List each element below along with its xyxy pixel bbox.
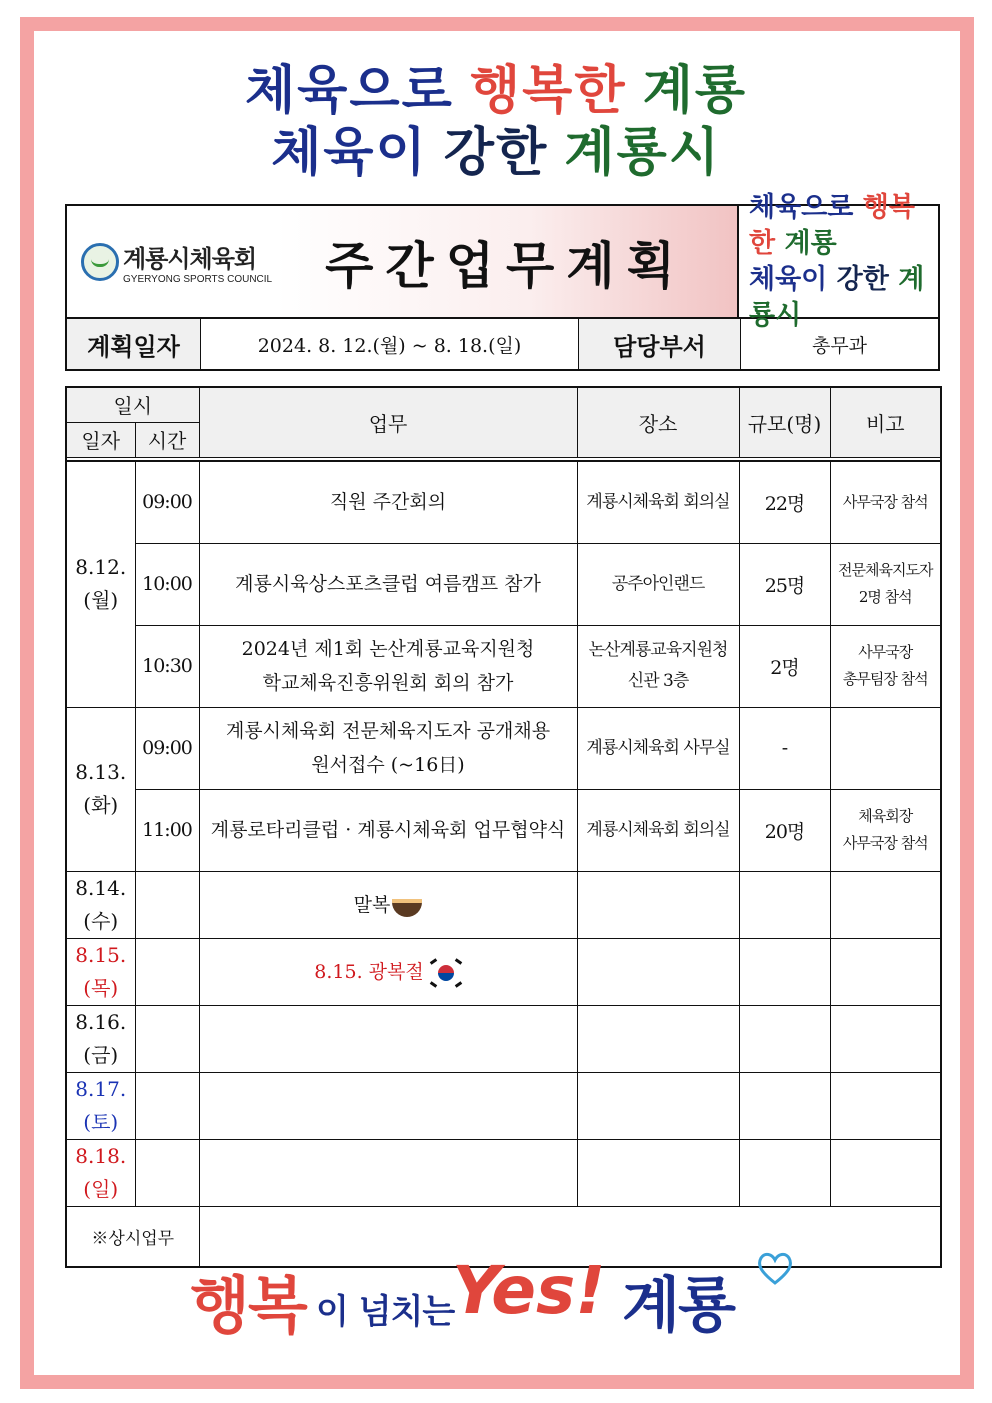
date-text: 8.15. bbox=[75, 942, 127, 967]
note-cell bbox=[830, 461, 941, 543]
time-cell bbox=[135, 1072, 199, 1139]
dept-label: 담당부서 bbox=[579, 319, 741, 369]
header-slogan-word: 계룡시 bbox=[749, 263, 925, 331]
header-slogan-word: 강한 bbox=[836, 263, 889, 295]
task-cell-line: 계룡시육상스포츠클럽 여름캠프 참가 bbox=[235, 573, 541, 595]
plan-info-row bbox=[65, 319, 940, 371]
note-cell bbox=[830, 871, 941, 938]
plan-table-body bbox=[66, 461, 941, 1206]
header-datetime: 일시 bbox=[66, 387, 199, 422]
bottom-slogan-part: 이 넘치는 bbox=[316, 1292, 455, 1332]
note-cell bbox=[830, 789, 941, 871]
task-cell-line: 계룡시체육회 전문체육지도자 공개채용 bbox=[225, 720, 551, 742]
header-slogan-word: 행복한 bbox=[749, 191, 915, 259]
table-row bbox=[66, 625, 941, 707]
place-cell-line: 계룡시체육회 회의실 bbox=[586, 491, 730, 512]
task-cell bbox=[199, 707, 577, 789]
note-cell-line: 전문체육지도자 bbox=[838, 561, 933, 579]
note-cell bbox=[830, 625, 941, 707]
task-cell bbox=[199, 461, 577, 543]
logo-korean-name: 계룡시체육회 bbox=[123, 244, 257, 273]
korean-flag-icon bbox=[430, 958, 462, 988]
weekly-plan-table bbox=[65, 386, 942, 1268]
task-cell bbox=[199, 1072, 577, 1139]
task-cell bbox=[199, 789, 577, 871]
task-cell-line: 말복 bbox=[353, 893, 391, 916]
slogan-word: 계룡시 bbox=[564, 123, 721, 183]
date-cell bbox=[66, 938, 135, 1005]
header-note: 비고 bbox=[830, 387, 941, 457]
header-place: 장소 bbox=[577, 387, 739, 457]
note-cell bbox=[830, 938, 941, 1005]
header-scale: 규모(명) bbox=[739, 387, 830, 457]
date-text: 8.17. bbox=[75, 1076, 127, 1101]
place-cell bbox=[577, 871, 739, 938]
header-time: 시간 bbox=[135, 422, 199, 457]
task-cell bbox=[199, 543, 577, 625]
note-cell bbox=[830, 707, 941, 789]
time-cell bbox=[135, 1139, 199, 1206]
note-cell bbox=[830, 543, 941, 625]
day-of-week-text: (월) bbox=[83, 588, 119, 613]
count-cell bbox=[739, 1139, 830, 1206]
date-cell bbox=[66, 1005, 135, 1072]
place-cell bbox=[577, 707, 739, 789]
task-cell-line: 계룡로타리클럽 · 계룡시체육회 업무협약식 bbox=[210, 819, 566, 841]
place-cell bbox=[577, 789, 739, 871]
count-cell: 22명 bbox=[739, 461, 830, 543]
count-cell bbox=[739, 938, 830, 1005]
note-cell-line: 총무팀장 참석 bbox=[842, 670, 928, 688]
day-of-week-text: (화) bbox=[83, 793, 119, 817]
header-slogan-word: 체육이 bbox=[749, 263, 828, 295]
table-row bbox=[66, 789, 941, 871]
logo-english-name: GYERYONG SPORTS COUNCIL bbox=[123, 273, 273, 285]
task-cell-line: 2024년 제1회 논산계룡교육지원청 bbox=[241, 638, 535, 660]
slogan-word: 강한 bbox=[443, 123, 549, 183]
note-cell-line: 사무국장 참석 bbox=[842, 834, 928, 852]
place-cell bbox=[577, 1005, 739, 1072]
count-cell: 20명 bbox=[739, 789, 830, 871]
place-cell-line: 계룡시체육회 회의실 bbox=[586, 819, 730, 840]
top-slogan-line-2 bbox=[0, 110, 992, 185]
table-row bbox=[66, 871, 941, 938]
place-cell bbox=[577, 461, 739, 543]
count-cell bbox=[739, 871, 830, 938]
note-cell-line: 2명 참석 bbox=[858, 588, 912, 606]
dept-value: 총무과 bbox=[811, 334, 868, 357]
heart-icon bbox=[755, 1250, 795, 1286]
slogan-word: 체육으로 bbox=[244, 61, 454, 121]
place-cell bbox=[577, 543, 739, 625]
day-of-week-text: (목) bbox=[83, 975, 119, 1000]
task-cell-line: 직원 주간회의 bbox=[329, 491, 447, 514]
date-cell bbox=[66, 707, 135, 871]
time-cell bbox=[135, 938, 199, 1005]
table-row bbox=[66, 938, 941, 1005]
task-cell-line: 원서접수 (~16日) bbox=[311, 754, 465, 776]
note-cell-line: 사무국장 bbox=[858, 643, 913, 661]
time-cell bbox=[135, 871, 199, 938]
table-row bbox=[66, 543, 941, 625]
day-of-week-text: (금) bbox=[83, 1042, 119, 1067]
note-cell-line: 체육회장 bbox=[858, 807, 913, 825]
note-cell bbox=[830, 1005, 941, 1072]
count-cell: - bbox=[739, 707, 830, 789]
day-of-week-text: (토) bbox=[83, 1109, 119, 1134]
bottom-slogan-part: 행복 bbox=[190, 1269, 306, 1342]
place-cell-line: 신관 3층 bbox=[627, 671, 689, 691]
task-cell bbox=[199, 871, 577, 938]
date-text: 8.13. bbox=[75, 760, 127, 784]
time-cell: 09:00 bbox=[135, 461, 199, 543]
table-row bbox=[66, 707, 941, 789]
header-slogan bbox=[737, 191, 938, 331]
note-cell-line: 사무국장 참석 bbox=[842, 492, 928, 511]
document-title: 주간업무계획 bbox=[275, 206, 737, 317]
plan-date-label: 계획일자 bbox=[67, 319, 201, 369]
bottom-slogan-part: 계룡 bbox=[622, 1271, 734, 1341]
slogan-word: 계룡 bbox=[642, 61, 748, 121]
place-cell bbox=[577, 938, 739, 1005]
bottom-slogan bbox=[190, 1250, 810, 1350]
time-cell: 10:30 bbox=[135, 625, 199, 707]
plan-date-value: 2024. 8. 12.(월) ~ 8. 18.(일) bbox=[201, 319, 579, 369]
date-text: 8.12. bbox=[75, 555, 127, 580]
count-cell: 2명 bbox=[739, 625, 830, 707]
time-cell: 11:00 bbox=[135, 789, 199, 871]
table-row bbox=[66, 1139, 941, 1206]
document-header bbox=[65, 191, 940, 331]
date-cell bbox=[66, 1072, 135, 1139]
date-cell bbox=[66, 461, 135, 707]
date-cell bbox=[66, 871, 135, 938]
table-row bbox=[66, 1072, 941, 1139]
task-cell bbox=[199, 1005, 577, 1072]
time-cell: 10:00 bbox=[135, 543, 199, 625]
council-logo bbox=[67, 206, 275, 317]
count-cell bbox=[739, 1005, 830, 1072]
task-cell-line: 8.15. 광복절 bbox=[314, 960, 424, 983]
time-cell bbox=[135, 1005, 199, 1072]
table-row bbox=[66, 1005, 941, 1072]
bowl-icon bbox=[392, 899, 422, 917]
date-cell bbox=[66, 1139, 135, 1206]
place-cell bbox=[577, 1072, 739, 1139]
header-slogan-word: 체육으로 bbox=[749, 191, 854, 223]
day-of-week-text: (일) bbox=[83, 1176, 119, 1201]
table-row bbox=[66, 461, 941, 543]
bottom-slogan-part: Yes! bbox=[452, 1252, 606, 1329]
date-text: 8.14. bbox=[75, 875, 127, 900]
header-slogan-word: 계룡 bbox=[784, 227, 837, 259]
count-cell: 25명 bbox=[739, 543, 830, 625]
council-emblem-icon bbox=[81, 243, 119, 281]
header-task: 업무 bbox=[199, 387, 577, 457]
regular-tasks-label: ※상시업무 bbox=[66, 1206, 199, 1267]
place-cell-line: 공주아인랜드 bbox=[611, 573, 705, 594]
slogan-word: 행복한 bbox=[469, 61, 627, 121]
place-cell bbox=[577, 1139, 739, 1206]
place-cell-line: 계룡시체육회 사무실 bbox=[586, 737, 730, 758]
place-cell bbox=[577, 625, 739, 707]
time-cell: 09:00 bbox=[135, 707, 199, 789]
place-cell-line: 논산계룡교육지원청 bbox=[588, 640, 728, 660]
slogan-word: 체육이 bbox=[271, 123, 428, 183]
task-cell bbox=[199, 1139, 577, 1206]
date-text: 8.18. bbox=[75, 1143, 127, 1168]
task-cell bbox=[199, 625, 577, 707]
day-of-week-text: (수) bbox=[83, 908, 119, 933]
note-cell bbox=[830, 1072, 941, 1139]
task-cell bbox=[199, 938, 577, 1005]
task-cell-line: 학교체육진흥위원회 회의 참가 bbox=[262, 672, 514, 694]
count-cell bbox=[739, 1072, 830, 1139]
note-cell bbox=[830, 1139, 941, 1206]
header-date: 일자 bbox=[66, 422, 135, 457]
date-text: 8.16. bbox=[75, 1009, 127, 1034]
